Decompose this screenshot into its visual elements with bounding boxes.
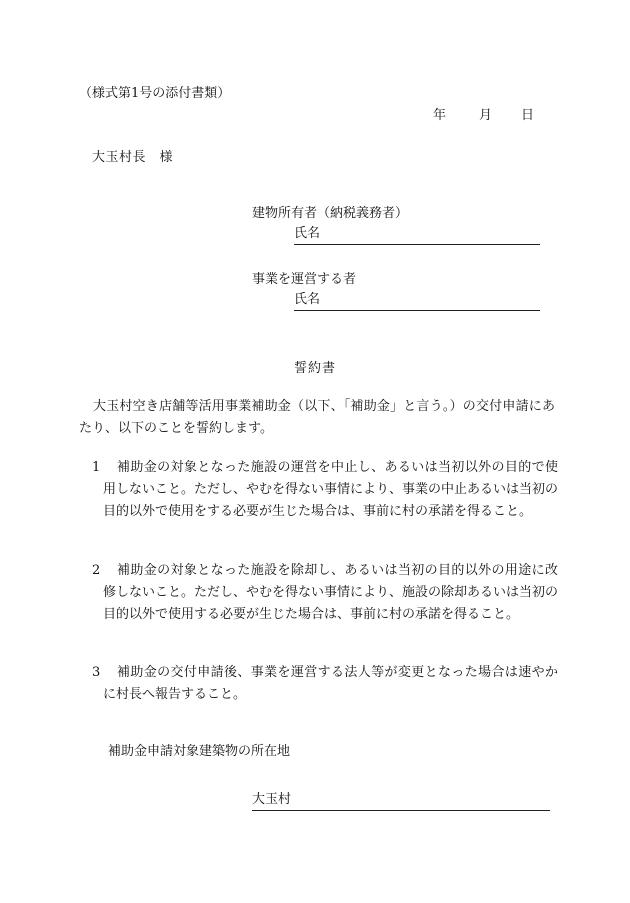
date-month-label: 月	[479, 108, 493, 123]
pledge-item-text: 補助金の対象となった施設を除却し、あるいは当初の目的以外の用途に改修しないこと。ただし、やむを得ない事情により、施設の除却あるいは当初の目的以外で使用する必要が生じた場合は、事前に村の承諾を得ること。	[103, 563, 559, 622]
intro-paragraph: 大玉村空き店舗等活用事業補助金（以下、「補助金」と言う。）の交付申請にあたり、以下のことを誓約します。	[79, 399, 555, 436]
date-day-label: 日	[521, 108, 535, 123]
pledge-item	[92, 560, 558, 626]
owner-heading: 建物所有者（納税義務者）	[252, 206, 409, 221]
location-address-field[interactable]	[252, 790, 550, 811]
form-label: （様式第1号の添付書類）	[79, 86, 231, 101]
operator-name-label: 氏名	[294, 292, 321, 307]
owner-name-field[interactable]	[294, 224, 540, 245]
pledge-item-text: 補助金の対象となった施設の運営を中止し、あるいは当初以外の目的で使用しないこと。ただし、やむを得ない事情により、事業の中止あるいは当初の目的以外で使用をする必要が生じた場合は、事前に村の承諾を得ること。	[103, 460, 559, 519]
pledge-item-number: 2	[92, 563, 101, 578]
owner-name-label: 氏名	[294, 226, 321, 241]
operator-name-field[interactable]	[294, 290, 540, 311]
document-title: 誓約書	[293, 361, 336, 376]
pledge-item	[92, 457, 558, 523]
pledge-item-text: 補助金の交付申請後、事業を運営する法人等が変更となった場合は速やかに村長へ報告すること。	[103, 665, 558, 702]
date-year-label: 年	[433, 108, 447, 123]
pledge-item	[92, 662, 558, 706]
location-label: 補助金申請対象建築物の所在地	[108, 744, 291, 759]
pledge-item-number: 3	[92, 665, 101, 680]
pledge-item-number: 1	[92, 460, 101, 475]
location-village-label: 大玉村	[252, 792, 292, 807]
recipient: 大玉村長 様	[92, 150, 174, 165]
operator-heading: 事業を運営する者	[252, 272, 357, 287]
